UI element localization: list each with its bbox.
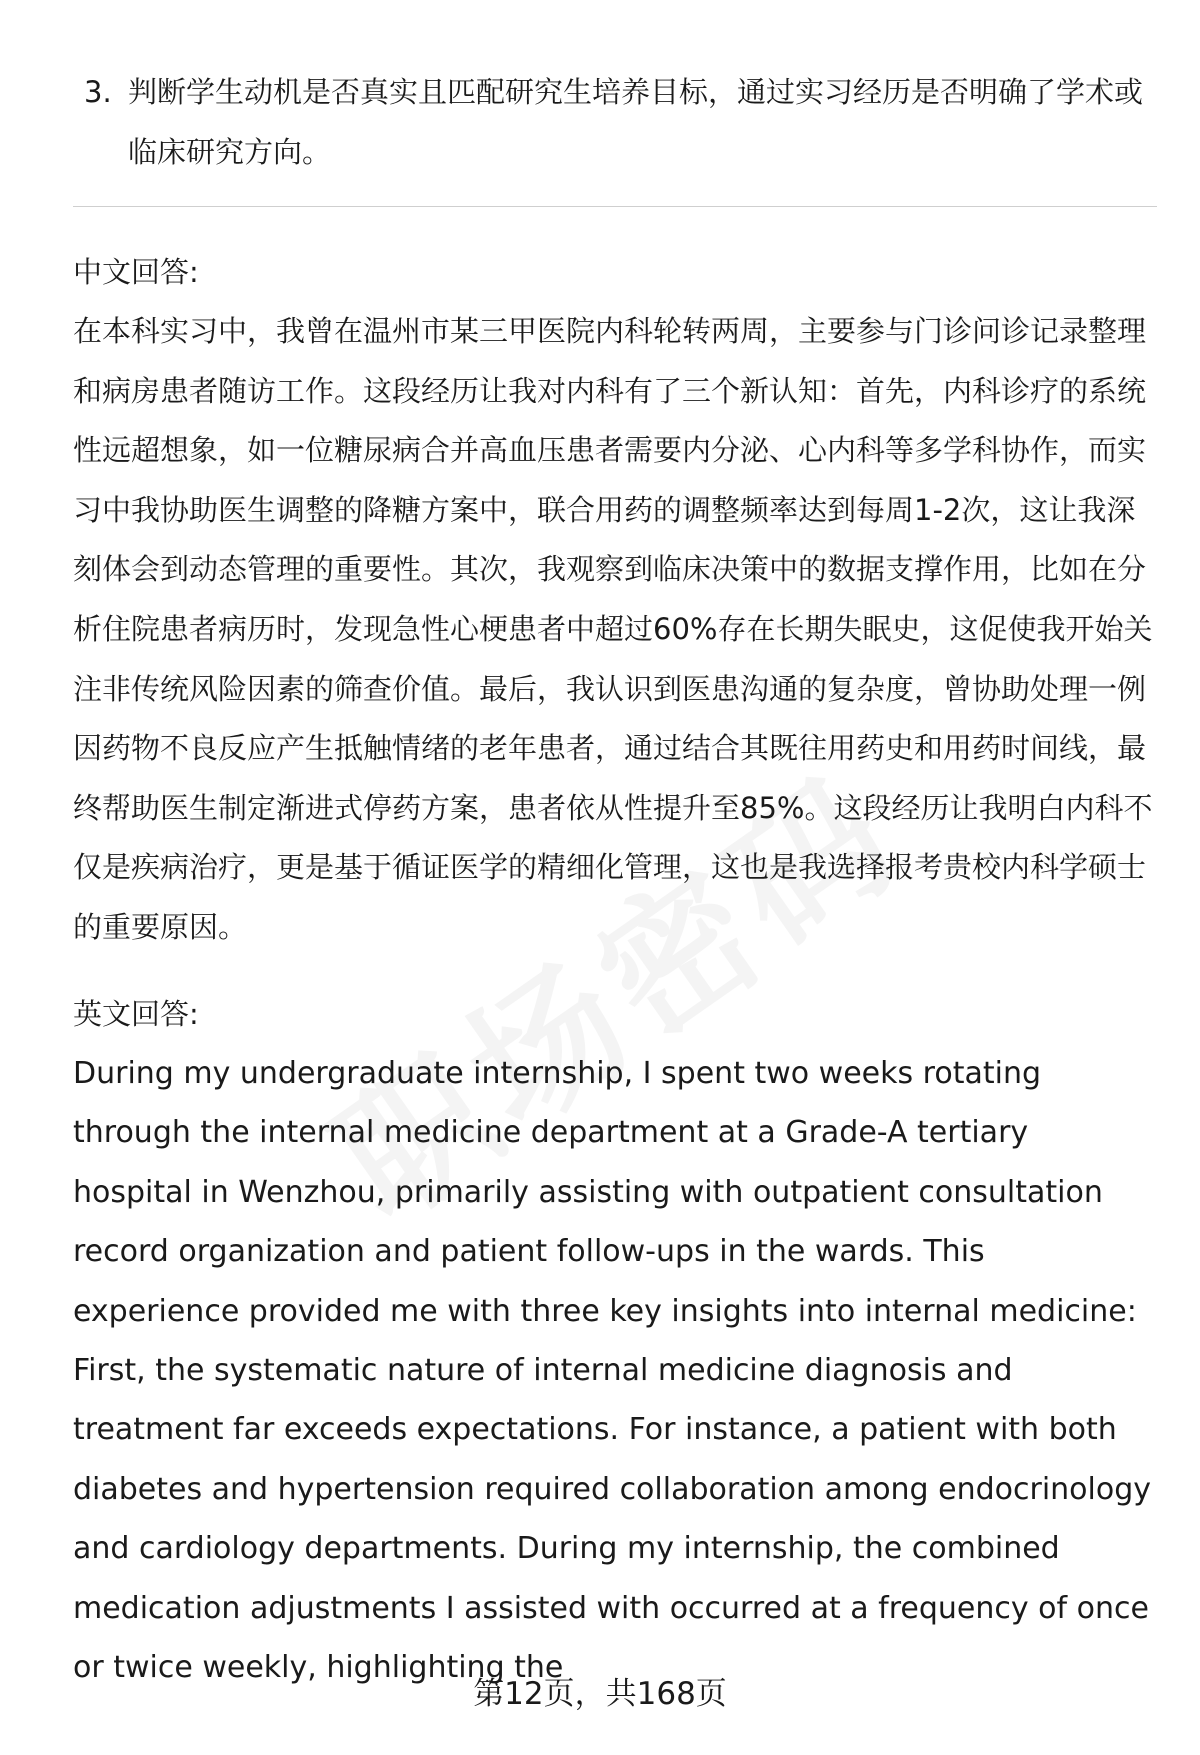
divider xyxy=(73,206,1157,207)
english-answer-label: 英文回答: xyxy=(73,997,199,1031)
chinese-answer-body: 在本科实习中，我曾在温州市某三甲医院内科轮转两周，主要参与门诊问诊记录整理和病房患者随访工作。这段经历让我对内科有了三个新认知：首先，内科诊疗的系统性远超想象，如一位糖尿病合并高血压患者需要内分泌、心内科等多学科协作，而实习中我协助医生调整的降糖方案中，联合用药的调整频率达到每周1-2次，这让我深刻体会到动态管理的重要性。其次，我观察到临床决策中的数据支撑作用，比如在分析住院患者病历时，发现急性心梗患者中超过60%存在长期失眠史，这促使我开始关注非传统风险因素的筛查价值。最后，我认识到医患沟通的复杂度，曾协助处理一例因药物不良反应产生抵触情绪的老年患者，通过结合其既往用药史和用药时间线，最终帮助医生制定渐进式停药方案，患者依从性提升至85%。这段经历让我明白内科不仅是疾病治疗，更是基于循证医学的精细化管理，这也是我选择报考贵校内科学硕士的重要原因。 xyxy=(73,314,1153,944)
question-text: 判断学生动机是否真实且匹配研究生培养目标，通过实习经历是否明确了学术或临床研究方向。 xyxy=(128,75,1144,169)
question-number: 3. xyxy=(84,75,112,109)
chinese-answer-label: 中文回答: xyxy=(73,255,199,289)
page-number: 第12页，共168页 xyxy=(473,1676,727,1712)
english-answer-body: During my undergraduate internship, I spent two weeks rotating through the internal medicine department at a Grade-A tertiary hospital in Wenzhou, primarily assisting with outpatient consultation record organization and patient follow-ups in the wards. This experience provided me with three key insights into internal medicine: First, the systematic nature of internal medicine diagnosis and treatment far exceeds expectations. For instance, a patient with both diabetes and hypertension required collaboration among endocrinology and cardiology departments. During my internship, the combined medication adjustments I assisted with occurred at a frequency of once or twice weekly, highlighting the xyxy=(73,1056,1152,1686)
question-item xyxy=(84,62,1144,182)
